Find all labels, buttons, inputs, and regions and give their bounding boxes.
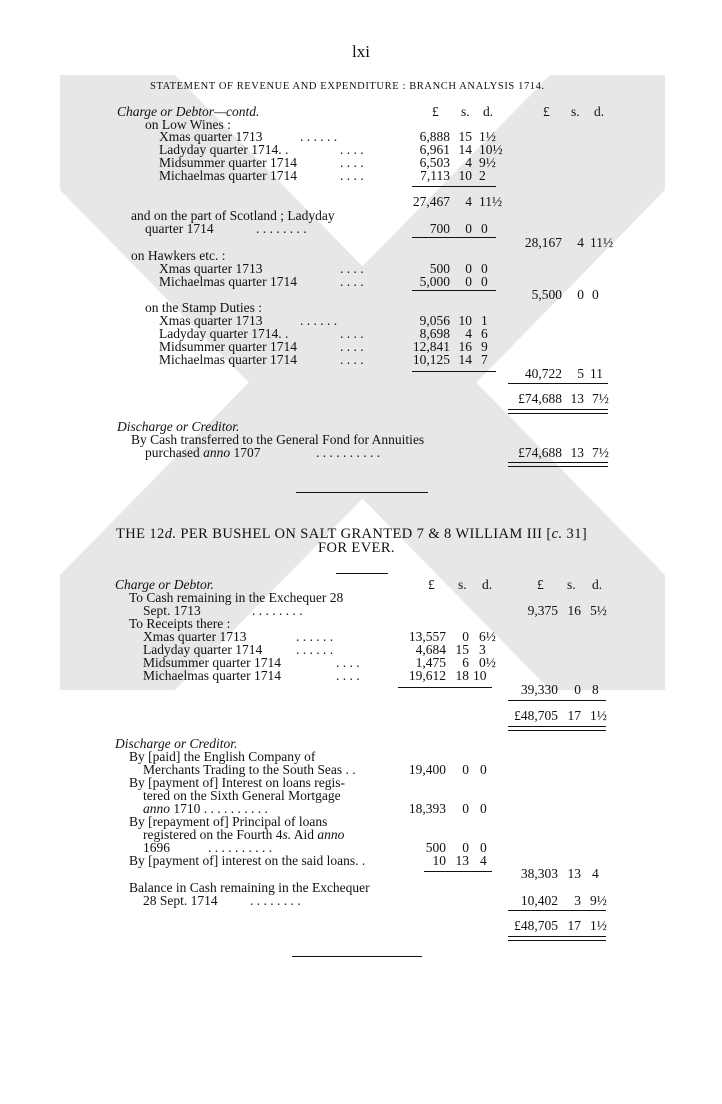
subtotal-pounds: 27,467 <box>412 194 450 209</box>
discharge-year: 1707 <box>230 445 261 460</box>
total-pounds: 28,167 <box>524 235 562 250</box>
stamp-row-label: Ladyday quarter 1714. . <box>159 326 289 341</box>
low-wines-row-label: Michaelmas quarter 1714 <box>159 168 297 183</box>
grand-total-pounds: £74,688 <box>518 391 562 406</box>
amount-shillings: 15 <box>455 642 469 657</box>
discharge-line1: By Cash transferred to the General Fond for Annuities <box>131 432 425 447</box>
leader-dots: . . . . <box>340 261 364 276</box>
charge-label: Charge or Debtor. <box>115 577 214 592</box>
amount-pounds: 9,056 <box>419 313 450 328</box>
leader-dots: . . . . <box>340 352 364 367</box>
charge-contd-label: Charge or Debtor—contd. <box>117 104 260 119</box>
pound-header-left: £ <box>428 577 435 592</box>
amount-shillings: 6 <box>462 655 469 670</box>
discharge-total-pence: 4 <box>592 866 599 881</box>
total-pence: 11½ <box>590 235 614 250</box>
pence-header-left: d. <box>483 104 494 119</box>
cash-remaining-pounds: 9,375 <box>527 603 558 618</box>
amount-pence: 0 <box>481 261 488 276</box>
hawkers-label: on Hawkers etc. : <box>131 248 226 263</box>
total-pounds: 5,500 <box>531 287 562 302</box>
charge-total-double-rule <box>508 726 606 731</box>
leader-dots: . . . . . . . . <box>252 603 303 618</box>
leader-dots: . . . . . . . . <box>256 221 307 236</box>
discharge-shillings: 13 <box>570 445 584 460</box>
cash-remaining-pence: 5½ <box>590 603 607 618</box>
receipts-total-pence: 8 <box>592 682 599 697</box>
amount-pence: 7 <box>481 352 488 367</box>
charge-total-rule <box>508 700 606 701</box>
grand-total-rule <box>508 383 608 384</box>
pound-header-right: £ <box>537 577 544 592</box>
cash-remaining-shillings: 16 <box>567 603 581 618</box>
amount-pence: 10 <box>473 668 487 683</box>
shilling-header-left: s. <box>458 577 467 592</box>
leader-dots: . . . . <box>340 339 364 354</box>
title-part-d: 31] <box>562 526 588 542</box>
shilling-header-right: s. <box>571 104 580 119</box>
receipts-total-shillings: 0 <box>574 682 581 697</box>
receipts-rule <box>398 687 492 688</box>
total-shillings: 0 <box>577 287 584 302</box>
low-wines-row-label: Xmas quarter 1713 <box>159 129 263 144</box>
amount-shillings: 0 <box>462 762 469 777</box>
discharge-item-line: Merchants Trading to the South Seas . . <box>143 762 356 777</box>
discharge-total-shillings: 13 <box>567 866 581 881</box>
pence-header-right: d. <box>594 104 605 119</box>
leader-dots: . . . . <box>340 326 364 341</box>
discharge-item-line: tered on the Sixth General Mortgage <box>143 788 341 803</box>
amount-shillings: 10 <box>458 313 472 328</box>
final-total-shillings: 17 <box>567 918 581 933</box>
total-shillings: 4 <box>577 235 584 250</box>
amount-pounds: 10 <box>432 853 446 868</box>
balance-pence: 9½ <box>590 893 607 908</box>
amount-shillings: 18 <box>455 668 469 683</box>
discharge-item-line: By [payment of] Interest on loans regis- <box>129 775 345 790</box>
scotland-rule <box>412 237 496 238</box>
anno-label: anno <box>317 827 345 842</box>
grand-total-pence: 7½ <box>592 391 609 406</box>
amount-pence: 0 <box>480 762 487 777</box>
amount-pounds: 5,000 <box>419 274 450 289</box>
anno-year: 1710 . . . . . . . . . . <box>170 801 268 816</box>
amount-pence: 2 <box>479 168 486 183</box>
discharge-item-line: By [paid] the English Company of <box>129 749 316 764</box>
hawkers-rule <box>412 290 496 291</box>
amount-pounds: 12,841 <box>412 339 450 354</box>
amount-pence: 0½ <box>479 655 496 670</box>
discharge-item-line: By [repayment of] Principal of loans <box>129 814 328 829</box>
amount-pounds: 6,961 <box>419 142 450 157</box>
line-text: registered on the Fourth 4 <box>143 827 283 842</box>
amount-pence: 0 <box>481 274 488 289</box>
title-part-b: PER BUSHEL ON SALT GRANTED 7 & 8 WILLIAM III [ <box>176 526 552 542</box>
total-shillings: 5 <box>577 366 584 381</box>
line-text: Aid <box>291 827 318 842</box>
balance-pounds: 10,402 <box>520 893 558 908</box>
amount-shillings: 0 <box>462 840 469 855</box>
discharge-double-rule <box>508 462 608 467</box>
amount-pence: 4 <box>480 853 487 868</box>
title-pence: d. <box>164 526 177 542</box>
low-wines-label: on Low Wines : <box>145 117 231 132</box>
amount-shillings: 15 <box>458 129 472 144</box>
amount-pence: 6 <box>481 326 488 341</box>
amount-pence: 0 <box>481 221 488 236</box>
pence-header-left: d. <box>482 577 493 592</box>
leader-dots: . . . . <box>336 655 360 670</box>
subtotal-pence: 11½ <box>479 194 503 209</box>
amount-pence: 9½ <box>479 155 496 170</box>
statement-heading: STATEMENT OF REVENUE AND EXPENDITURE : BRANCH ANALYSIS 1714. <box>150 81 545 92</box>
amount-pounds: 1,475 <box>415 655 446 670</box>
scotland-line2: quarter 1714 <box>145 221 214 236</box>
amount-pounds: 10,125 <box>412 352 450 367</box>
stamp-rule <box>412 371 496 372</box>
receipts-row-label: Ladyday quarter 1714 <box>143 642 263 657</box>
amount-pence: 1½ <box>479 129 496 144</box>
amount-shillings: 4 <box>465 326 472 341</box>
closing-divider <box>292 956 422 957</box>
charge-total-pounds: £48,705 <box>514 708 558 723</box>
grand-total-double-rule <box>508 409 608 414</box>
amount-pence: 3 <box>479 642 486 657</box>
amount-shillings: 10 <box>458 168 472 183</box>
shilling-header-right: s. <box>567 577 576 592</box>
subtotal-rule <box>412 186 496 187</box>
charge-total-shillings: 17 <box>567 708 581 723</box>
line-shillings: s. <box>282 827 292 842</box>
pound-header-right: £ <box>543 104 550 119</box>
leader-dots: . . . . <box>336 668 360 683</box>
pound-header-left: £ <box>432 104 439 119</box>
leader-dots: . . . . . . . . . . <box>316 445 381 460</box>
discharge-item-line: By [payment of] interest on the said loans. . <box>129 853 366 868</box>
discharge-anno: anno <box>203 445 231 460</box>
amount-shillings: 0 <box>462 801 469 816</box>
amount-pounds: 18,393 <box>408 801 446 816</box>
amount-pounds: 4,684 <box>415 642 446 657</box>
amount-shillings: 13 <box>455 853 469 868</box>
balance-line1: Balance in Cash remaining in the Exchequer <box>129 880 370 895</box>
discharge-pounds: £74,688 <box>518 445 562 460</box>
discharge-pence: 7½ <box>592 445 609 460</box>
page-number: lxi <box>352 42 370 61</box>
amount-pence: 1 <box>481 313 488 328</box>
anno-label: anno <box>143 801 170 816</box>
amount-pounds: 6,888 <box>419 129 450 144</box>
amount-pounds: 13,557 <box>408 629 446 644</box>
discharge-line2 <box>145 445 260 460</box>
balance-shillings: 3 <box>574 893 581 908</box>
amount-pence: 0 <box>480 840 487 855</box>
receipts-row-label: Xmas quarter 1713 <box>143 629 247 644</box>
final-total-pence: 1½ <box>590 918 607 933</box>
receipts-label: To Receipts there : <box>129 616 231 631</box>
subtotal-shillings: 4 <box>465 194 472 209</box>
discharge-line2-text: purchased <box>145 445 204 460</box>
leader-dots: . . . . . . <box>300 129 338 144</box>
stamp-row-label: Michaelmas quarter 1714 <box>159 352 297 367</box>
amount-pounds: 500 <box>425 840 446 855</box>
receipts-row-label: Michaelmas quarter 1714 <box>143 668 281 683</box>
title-rule <box>336 573 388 574</box>
amount-shillings: 4 <box>465 155 472 170</box>
amount-pounds: 6,503 <box>419 155 450 170</box>
discharge-total-pounds: 38,303 <box>520 866 558 881</box>
grand-total-shillings: 13 <box>570 391 584 406</box>
amount-pounds: 500 <box>429 261 450 276</box>
section-divider <box>296 492 428 493</box>
leader-dots: . . . . <box>340 142 364 157</box>
total-pence: 0 <box>592 287 599 302</box>
leader-dots: . . . . . . <box>300 313 338 328</box>
hawkers-row-label: Michaelmas quarter 1714 <box>159 274 297 289</box>
shilling-header-left: s. <box>461 104 470 119</box>
cash-remaining-line2: Sept. 1713 <box>143 603 201 618</box>
amount-shillings: 0 <box>465 274 472 289</box>
final-total-rule <box>508 910 606 911</box>
total-pounds: 40,722 <box>524 366 562 381</box>
title-part-a: THE 12 <box>116 526 165 542</box>
amount-pounds: 19,400 <box>408 762 446 777</box>
amount-pounds: 8,698 <box>419 326 450 341</box>
leader-dots: . . . . <box>340 168 364 183</box>
amount-pounds: 7,113 <box>420 168 450 183</box>
leader-dots: . . . . . . . . . . <box>208 840 273 855</box>
receipts-total-pounds: 39,330 <box>520 682 558 697</box>
low-wines-row-label: Midsummer quarter 1714 <box>159 155 297 170</box>
amount-pounds: 19,612 <box>408 668 446 683</box>
amount-shillings: 0 <box>465 261 472 276</box>
hawkers-row-label: Xmas quarter 1713 <box>159 261 263 276</box>
amount-shillings: 14 <box>458 142 472 157</box>
amount-pence: 10½ <box>479 142 503 157</box>
amount-shillings: 0 <box>465 221 472 236</box>
cash-remaining-line1: To Cash remaining in the Exchequer 28 <box>129 590 344 605</box>
amount-pence: 9 <box>481 339 488 354</box>
amount-pence: 6½ <box>479 629 496 644</box>
amount-pence: 0 <box>480 801 487 816</box>
pence-header-right: d. <box>592 577 603 592</box>
amount-shillings: 16 <box>458 339 472 354</box>
balance-line2: 28 Sept. 1714 <box>143 893 218 908</box>
discharge-label: Discharge or Creditor. <box>117 419 240 434</box>
amount-shillings: 14 <box>458 352 472 367</box>
discharge-item-line: 1696 <box>143 840 170 855</box>
discharge-rule <box>424 871 492 872</box>
discharge-label: Discharge or Creditor. <box>115 736 238 751</box>
final-total-double-rule <box>508 936 606 941</box>
stamp-label: on the Stamp Duties : <box>145 300 262 315</box>
leader-dots: . . . . <box>340 155 364 170</box>
stamp-row-label: Midsummer quarter 1714 <box>159 339 297 354</box>
leader-dots: . . . . . . . . <box>250 893 301 908</box>
leader-dots: . . . . . . <box>296 629 334 644</box>
charge-total-pence: 1½ <box>590 708 607 723</box>
total-pence: 11 <box>590 366 603 381</box>
scotland-line1: and on the part of Scotland ; Ladyday <box>131 208 335 223</box>
title-chapter: c. <box>551 526 563 542</box>
amount-shillings: 0 <box>462 629 469 644</box>
low-wines-row-label: Ladyday quarter 1714. . <box>159 142 289 157</box>
section2-title-line2: FOR EVER. <box>318 540 395 556</box>
receipts-row-label: Midsummer quarter 1714 <box>143 655 281 670</box>
stamp-row-label: Xmas quarter 1713 <box>159 313 263 328</box>
final-total-pounds: £48,705 <box>514 918 558 933</box>
leader-dots: . . . . . . <box>296 642 334 657</box>
amount-pounds: 700 <box>429 221 450 236</box>
leader-dots: . . . . <box>340 274 364 289</box>
